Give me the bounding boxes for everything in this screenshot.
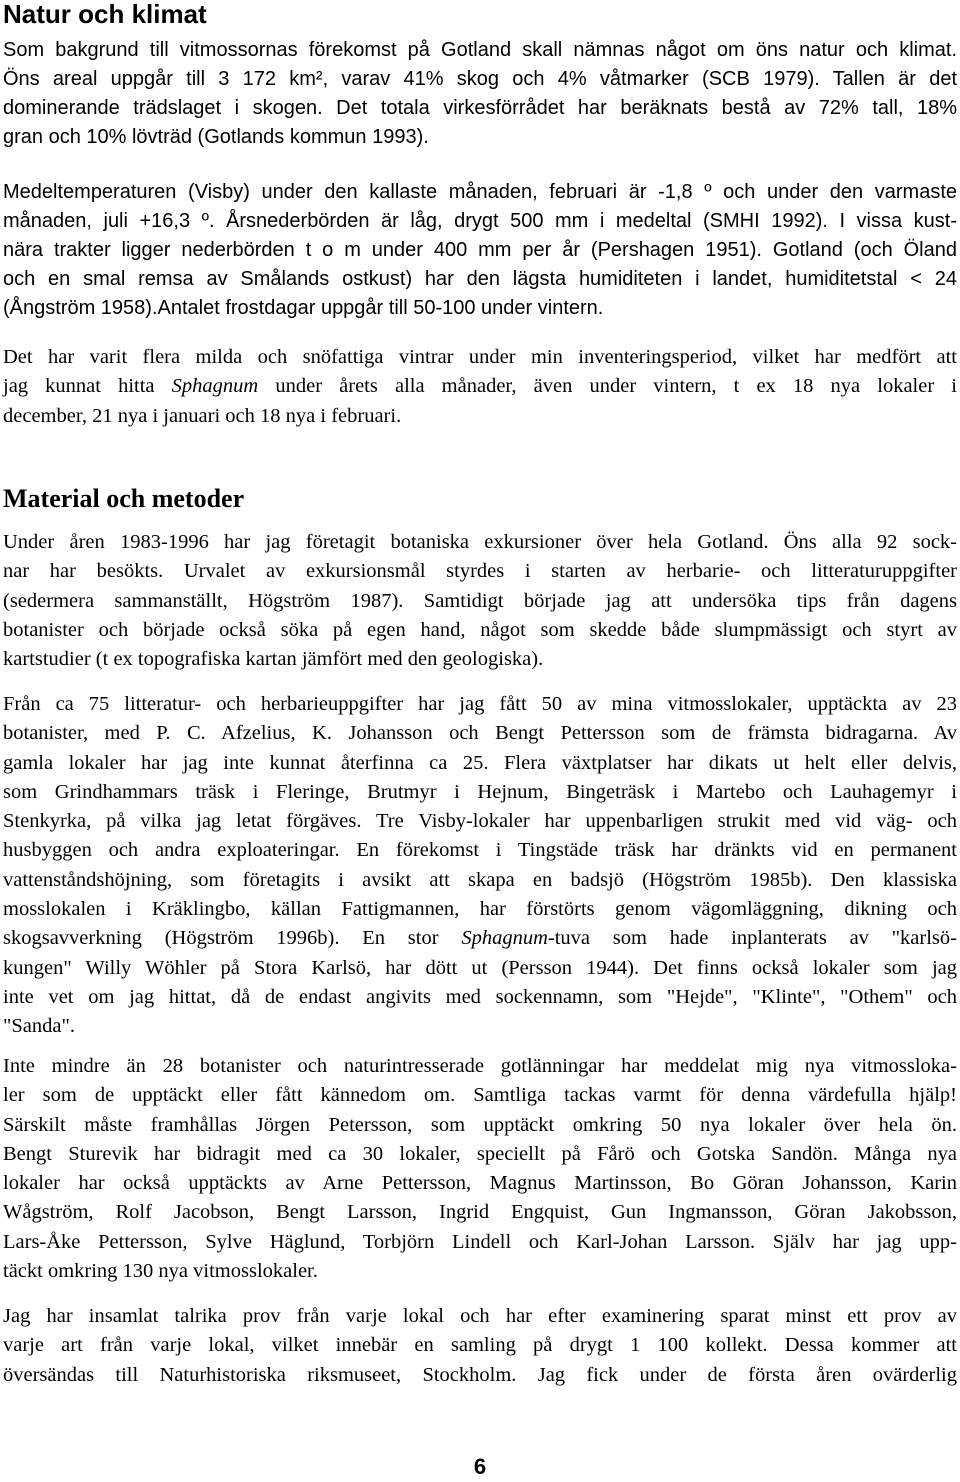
text-line: inte vet om jag hittat, då de endast angivits med sockennamn, som "Hejde", "Klinte", "Othem" och [3, 985, 957, 1008]
text-line: husbyggen och andra exploateringar. En förekomst i Tingstäde träsk har dränkts vid en permanent [3, 839, 957, 862]
text-line: december, 21 nya i januari och 18 nya i februari. [3, 404, 402, 427]
paragraph-botanister [3, 1052, 957, 1286]
text-line: Öns areal uppgår till 3 172 km², varav 41% skog och 4% våtmarker (SCB 1979). Tallen är det [3, 68, 957, 90]
text-line: Under åren 1983-1996 har jag företagit botaniska exkursioner över hela Gotland. Öns alla 92 sock- [3, 531, 957, 553]
text-line: Jag har insamlat talrika prov från varje lokal och har efter examinering sparat minst ett prov av [3, 1305, 957, 1327]
text-line: gamla lokaler har jag inte kunnat återfinna ca 25. Flera växtplatser har dikats ut helt eller delvis, [3, 751, 957, 774]
text-line: Wågström, Rolf Jacobson, Bengt Larsson, Ingrid Engquist, Gun Ingmansson, Göran Jakobsson, [3, 1201, 957, 1224]
text-line: täckt omkring 130 nya vitmosslokaler. [3, 1260, 318, 1283]
paragraph-insamlat-prov [3, 1302, 957, 1390]
text-line: (Ångström 1958).Antalet frostdagar uppgår till 50-100 under vintern. [3, 297, 604, 319]
text-line: översändas till Naturhistoriska riksmuseet, Stockholm. Jag fick under de första åren ovärderlig [3, 1363, 957, 1386]
text-line: lokaler har också upptäckts av Arne Pettersson, Magnus Martinsson, Bo Göran Johansson, Karin [3, 1172, 957, 1195]
page-number: 6 [473, 1454, 487, 1479]
text-line: Lars-Åke Pettersson, Sylve Häglund, Torbjörn Lindell och Karl-Johan Larsson. Själv har jag upp- [3, 1230, 957, 1253]
text-line: vattenståndshöjning, som företagits i avsikt att skapa en badsjö (Högström 1985b). Den klassiska [3, 868, 957, 891]
text-line: gran och 10% lövträd (Gotlands kommun 1993). [3, 126, 429, 148]
text-line: mosslokalen i Kräklingbo, källan Fattigmannen, har förstörts genom vägomläggning, dikning och [3, 898, 957, 921]
text-line-with-italic [3, 924, 957, 953]
text-line: ler som de upptäckt eller fått kännedom om. Samtliga tackas varmt för denna värdefulla hjälp! [3, 1084, 957, 1107]
text-line: Inte mindre än 28 botanister och naturintresserade gotlänningar har meddelat mig nya vitmossloka- [3, 1055, 957, 1077]
italic-genus-name: Sphagnum [171, 375, 259, 398]
paragraph-milda-vintrar [3, 343, 957, 431]
paragraph-medeltemperatur [3, 178, 957, 323]
text-line: (sedermera sammanställt, Högström 1987). Samtidigt började jag att undersöka tips från dagens [3, 589, 957, 612]
paragraph-bakgrund [3, 36, 957, 152]
italic-genus-name: Sphagnum [461, 927, 548, 950]
section-heading-natur-och-klimat: Natur och klimat [3, 0, 207, 29]
text-line: "Sanda". [3, 1015, 75, 1038]
text-segment: -tuva som hade inplanterats av "karlsö- [547, 927, 957, 950]
text-line: och en smal remsa av Smålands ostkust) har den lägsta humiditeten i landet, humiditetstal < 24 [3, 268, 957, 290]
text-line: nar har besökts. Urvalet av exkursionsmål styrdes i starten av herbarie- och litteraturuppgifter [3, 560, 957, 583]
text-line: Särskilt måste framhållas Jörgen Petersson, som upptäckt omkring 50 nya lokaler över hela ön. [3, 1113, 957, 1136]
text-line: Som bakgrund till vitmossornas förekomst på Gotland skall nämnas något om öns natur och klimat. [3, 39, 957, 61]
paragraph-litteraturuppgifter [3, 690, 957, 1042]
text-line: botanister och började också söka på egen hand, något som skedde både slumpmässigt och styrt av [3, 618, 957, 641]
text-line: månaden, juli +16,3 º. Årsnederbörden är låg, drygt 500 mm i medeltal (SMHI 1992). I vissa kust- [3, 210, 957, 232]
text-line: kartstudier (t ex topografiska kartan jämfört med den geologiska). [3, 648, 544, 671]
text-line: Det har varit flera milda och snöfattiga vintrar under min inventeringsperiod, vilket har medfört att [3, 346, 957, 368]
text-line: nära trakter ligger nederbörden t o m under 400 mm per år (Pershagen 1951). Gotland (och Öland [3, 239, 957, 261]
section-heading-material-och-metoder: Material och metoder [3, 484, 245, 513]
text-line: kungen" Willy Wöhler på Stora Karlsö, har dött ut (Persson 1944). Det finns också lokaler som jag [3, 956, 957, 979]
text-segment: skogsavverkning (Högström 1996b). En stor [3, 927, 462, 950]
text-line: botanister, med P. C. Afzelius, K. Johansson och Bengt Pettersson som de främsta bidragarna. Av [3, 722, 957, 745]
text-segment: under årets alla månader, även under vintern, t ex 18 nya lokaler i [258, 375, 957, 398]
text-segment: jag kunnat hitta [3, 375, 172, 398]
text-line: Bengt Sturevik har bidragit med ca 30 lokaler, speciellt på Fårö och Gotska Sandön. Många nya [3, 1142, 957, 1165]
text-line: Medeltemperaturen (Visby) under den kallaste månaden, februari är -1,8 º och under den varmaste [3, 181, 957, 203]
text-line-with-italic [3, 372, 957, 401]
text-line: Stenkyrka, på vilka jag letat förgäves. Tre Visby-lokaler har uppenbarligen strukit med vid väg- och [3, 810, 957, 833]
paragraph-exkursioner [3, 528, 957, 674]
text-line: dominerande trädslaget i skogen. Det totala virkesförrådet har beräknats bestå av 72% tall, 18% [3, 97, 957, 119]
text-line: som Grindhammars träsk i Fleringe, Brutmyr i Hejnum, Bingeträsk i Martebo och Lauhagemyr i [3, 780, 957, 803]
text-line: Från ca 75 litteratur- och herbarieuppgifter har jag fått 50 av mina vitmosslokaler, upptäckta av 23 [3, 693, 957, 715]
text-line: varje art från varje lokal, vilket innebär en samling på drygt 1 100 kollekt. Dessa kommer att [3, 1334, 957, 1357]
